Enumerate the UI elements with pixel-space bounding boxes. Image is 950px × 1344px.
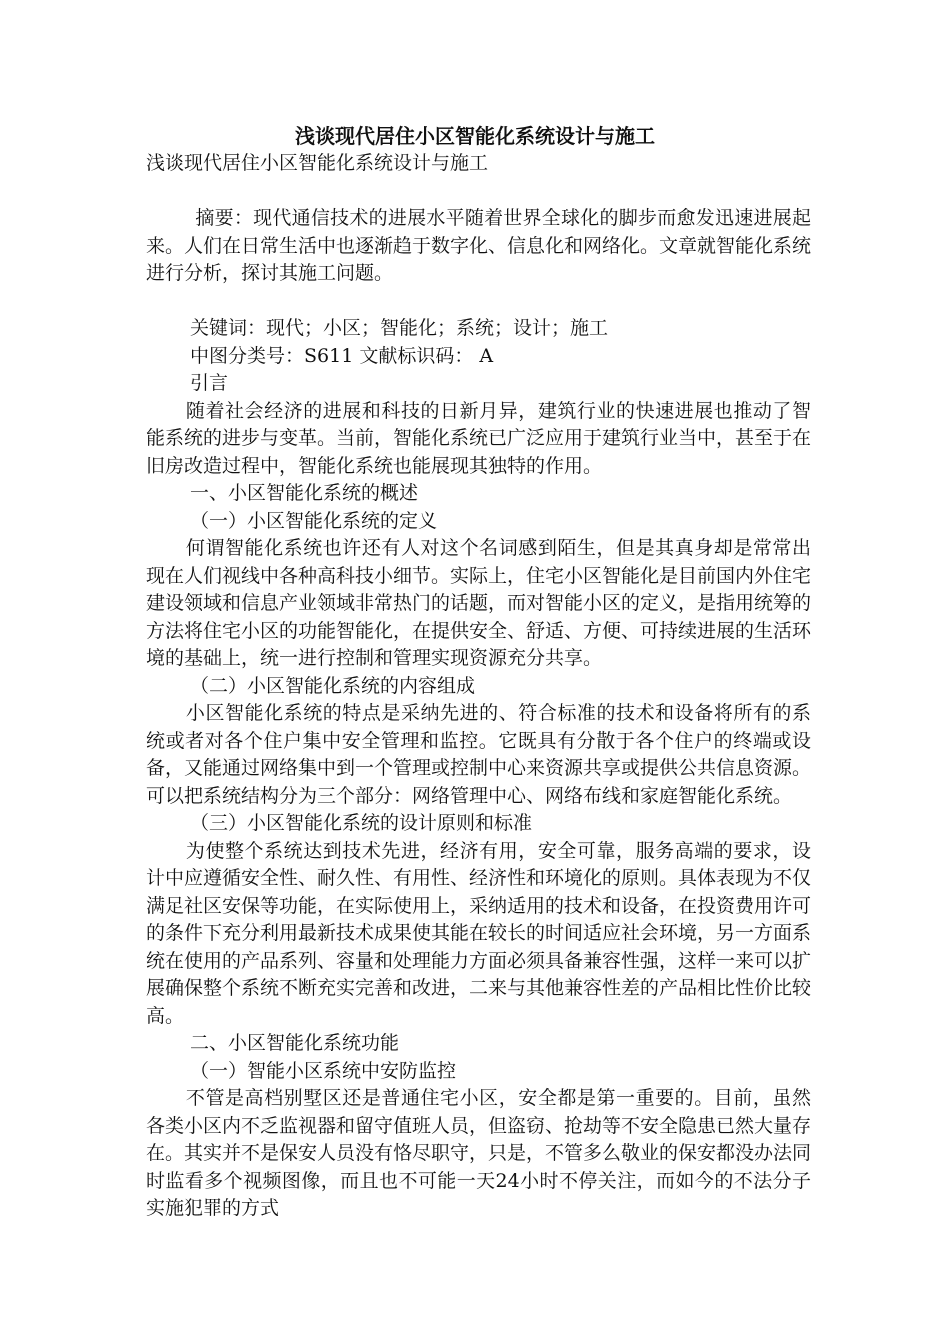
section-2-heading: 二、小区智能化系统功能 xyxy=(190,1032,400,1054)
section-1-1-paragraph: 何谓智能化系统也许还有人对这个名词感到陌生，但是其真身却是常常出现在人们视线中各种高科技小细节。实际上，住宅小区智能化是目前国内外住宅建设领域和信息产业领域非常热门的话题，而对智能小区的定义，是指用统筹的方法将住宅小区的功能智能化，在提供安全、舒适、方便、可持续进展的生活环境的基础上，统一进行控制和管理实现资源充分共享。 xyxy=(146,537,812,669)
document-subtitle: 浅谈现代居住小区智能化系统设计与施工 xyxy=(146,152,489,174)
section-1-2-paragraph: 小区智能化系统的特点是采纳先进的、符合标准的技术和设备将所有的系统或者对各个住户集中安全管理和监控。它既具有分散于各个住户的终端或设备，又能通过网络集中到一个管理或控制中心来资源共享或提供公共信息资源。可以把系统结构分为三个部分：网络管理中心、网络布线和家庭智能化系统。 xyxy=(146,702,812,807)
intro-heading: 引言 xyxy=(190,372,229,394)
section-1-1-heading: （一）小区智能化系统的定义 xyxy=(190,509,438,532)
section-1-3-paragraph: 为使整个系统达到技术先进，经济有用，安全可靠，服务高端的要求，设计中应遵循安全性、耐久性、有用性、经济性和环境化的原则。具体表现为不仅满足社区安保等功能，在实际使用上，采纳适用的技术和设备，在投资费用许可的条件下充分利用最新技术成果使其能在较长的时间适应社会环境，另一方面系统在使用的产品系列、容量和处理能力方面必须具备兼容性强，这样一来可以扩展确保整个系统不断充实完善和改进，二来与其他兼容性差的产品相比性价比较高。 xyxy=(146,839,812,1027)
intro-paragraph: 随着社会经济的进展和科技的日新月异，建筑行业的快速进展也推动了智能系统的进步与变革。当前，智能化系统已广泛应用于建筑行业当中，甚至于在旧房改造过程中，智能化系统也能展现其独特的作用。 xyxy=(146,399,812,477)
keywords-line: 关键词：现代；小区；智能化；系统；设计；施工 xyxy=(190,317,609,339)
section-1-heading: 一、小区智能化系统的概述 xyxy=(190,482,419,504)
blank-line xyxy=(146,288,811,316)
section-2-1-heading: （一）智能小区系统中安防监控 xyxy=(190,1059,457,1082)
document-title: 浅谈现代居住小区智能化系统设计与施工 xyxy=(295,124,655,148)
classification-line: 中图分类号：S611 文献标识码： A xyxy=(190,344,494,367)
document-body xyxy=(146,150,811,1223)
section-2-1-paragraph: 不管是高档别墅区还是普通住宅小区，安全都是第一重要的。目前，虽然各类小区内不乏监视器和留守值班人员，但盗窃、抢劫等不安全隐患已然大量存在。其实并不是保安人员没有恪尽职守，只是，不管多么敬业的保安都没办法同时监看多个视频图像，而且也不可能一天24小时不停关注，而如今的不法分子实施犯罪的方式 xyxy=(146,1087,812,1219)
section-1-2-heading: （二）小区智能化系统的内容组成 xyxy=(190,674,476,697)
section-1-3-heading: （三）小区智能化系统的设计原则和标准 xyxy=(190,812,533,834)
abstract-paragraph: 摘要：现代通信技术的进展水平随着世界全球化的脚步而愈发迅速进展起来。人们在日常生活中也逐渐趋于数字化、信息化和网络化。文章就智能化系统进行分析，探讨其施工问题。 xyxy=(146,207,812,284)
blank-line xyxy=(146,178,811,206)
